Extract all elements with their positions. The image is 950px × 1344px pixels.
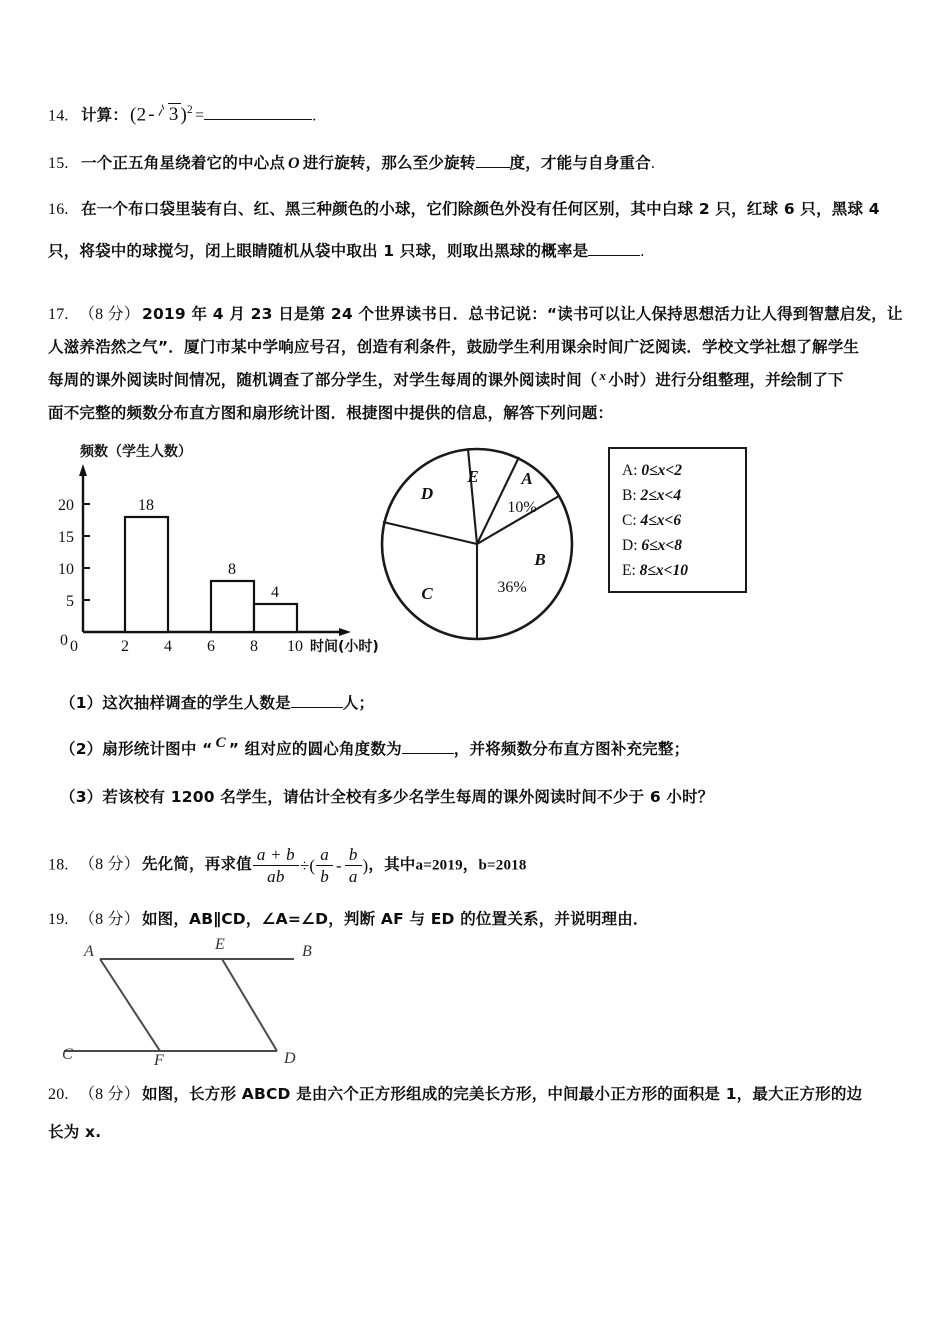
histogram-bar-8-10 [254,604,297,632]
close-paren-18: ) [362,856,369,876]
variable-x: x [599,368,607,383]
sector-chart-figure [372,444,592,659]
pie-label-d: D [420,484,434,503]
question-17-sub-3 [60,786,714,808]
histogram-bar-2-4 [125,517,168,632]
legend-range-e: 8≤x<10 [639,562,688,579]
point-o-variable: O [288,155,300,172]
question-15-text-a: 一个正五角星绕着它的中心点 [80,154,286,172]
legend-range-a: 0≤x<2 [641,462,682,479]
question-19-score: （8 分） [78,911,140,928]
x-tick-label-6: 6 [207,638,215,655]
y-tick-label-15: 15 [58,529,74,546]
question-17-sub3-text: （3）若该校有 1200 名学生，请估计全校有多少名学生每周的课外阅读时间不少于 6 小时？ [60,788,714,806]
question-17-line-4 [48,402,613,424]
question-20-number: 20. [48,1086,69,1103]
question-16-period: . [640,243,645,260]
y-tick-label-10: 10 [58,561,74,578]
question-17-line-3 [48,369,844,391]
x-tick-label-2: 2 [121,638,129,655]
fraction-2-numerator: a [316,845,333,866]
question-19-number: 19. [48,911,69,928]
condition-b-value: b=2018 [478,857,527,874]
geo-point-label-c: C [62,1046,73,1063]
question-15-period: . [650,155,656,172]
histogram-x-axis-title: 时间(小时) [310,639,379,655]
question-17-sub1-unit: 人； [342,694,375,712]
legend-row-a [622,458,735,483]
fraction-a-plus-b-over-ab [253,845,299,886]
question-14-period: . [312,107,317,125]
question-20-text-line1: 如图，长方形 ABCD 是由六个正方形组成的完美长方形，中间最小正方形的面积是 1，最大正方形的边 [141,1085,863,1103]
y-tick-label-0: 0 [60,632,68,649]
pie-percent-b: 36% [497,579,527,596]
question-17-number: 17. [48,306,69,323]
geo-point-label-f: F [154,1052,164,1069]
x-tick-label-10: 10 [287,638,303,655]
fraction-b-over-a [345,845,362,886]
group-interval-legend [608,447,747,593]
segment-ed [222,959,277,1051]
question-14 [48,104,316,129]
question-16-text-line2: 只，将袋中的球搅匀，闭上眼睛随机从袋中取出 1 只球，则取出黑球的概率是 [48,242,589,260]
question-16-text-line1: 在一个布口袋里装有白、红、黑三种颜色的小球，它们除颜色外没有任何区别，其中白球 2 只，红球 6 只，黑球 4 [80,200,880,218]
question-14-number: 14. [48,107,69,125]
fraction-1-numerator: a + b [253,845,299,866]
question-17-sub-1 [60,692,374,714]
histogram-y-axis-title: 频数（学生人数） [80,444,192,460]
legend-range-b: 2≤x<4 [640,487,682,504]
divide-open-paren: ÷( [299,856,316,876]
question-17-text-line2: 人滋养浩然之气”．厦门市某中学响应号召，创造有利条件，鼓励学生利用课余时间广泛阅读．学校文学社想了解学生 [48,338,860,356]
answer-blank-16[interactable] [588,241,640,256]
fraction-2-denominator: b [320,867,329,887]
radicand-value: 3 [168,104,179,126]
geometry-figure-19 [62,932,362,1067]
question-18-score: （8 分） [78,856,140,874]
y-axis-arrow-icon [79,464,87,476]
pie-label-a: A [521,469,533,488]
histogram-bar-6-8 [211,581,254,632]
legend-key-c: C: [622,512,637,529]
legend-range-d: 6≤x<8 [641,537,682,554]
question-17-line-1 [48,303,903,325]
answer-blank-14[interactable] [204,105,312,120]
condition-comma: ， [462,855,479,874]
expr-exponent: 2 [187,104,193,116]
question-16-number: 16. [48,201,69,218]
fraction-a-over-b [316,845,333,886]
question-15-text-c: 度，才能与自身重合 [509,154,651,172]
fraction-3-denominator: a [348,867,358,887]
histogram-bar-value-8: 8 [228,561,236,578]
question-17-sub2-text-c: ，并将频数分布直方图补充完整； [453,740,690,758]
question-20-score: （8 分） [78,1086,140,1103]
question-17-line-2 [48,336,859,358]
square-root-icon [157,103,181,125]
legend-row-e [622,558,735,583]
question-17-text-line3a: 每周的课外阅读时间情况，随机调查了部分学生，对学生每周的课外阅读时间（ [48,371,598,389]
y-tick-label-5: 5 [66,593,74,610]
expr-open-paren: (2 [130,104,147,126]
question-15-text-b: 进行旋转，那么至少旋转 [302,154,476,172]
question-15 [48,152,655,174]
legend-range-c: 4≤x<6 [640,512,682,529]
pie-label-b: B [534,550,546,569]
histogram-svg [52,442,412,657]
condition-a-value: a=2019 [415,857,463,874]
question-17-sub1-text: （1）这次抽样调查的学生人数是 [60,694,291,712]
geo-point-label-a: A [84,943,94,960]
geo-point-label-d: D [284,1050,296,1067]
question-20-text-line2: 长为 x. [48,1123,102,1141]
legend-row-d [622,533,735,558]
question-19 [48,908,649,930]
question-16-line-1 [48,198,880,220]
pie-svg [372,444,592,659]
histogram-bar-value-18: 18 [138,497,154,514]
legend-row-c [622,508,735,533]
pie-label-e: E [467,467,479,486]
question-14-expression [130,100,193,125]
frequency-histogram-figure [52,442,412,657]
equals-sign: = [194,107,205,125]
question-15-number: 15. [48,155,69,172]
question-18-text-b: ，其中 [368,855,416,874]
minus-sign-18: - [335,856,342,876]
geo-point-label-b: B [302,943,312,960]
pie-label-c: C [421,584,433,603]
fraction-1-denominator: ab [267,867,285,887]
geometry-svg [62,932,362,1067]
question-19-text: 如图，AB∥CD，∠A=∠D，判断 AF 与 ED 的位置关系，并说明理由． [141,910,649,928]
question-17-score: （8 分） [78,306,140,323]
legend-key-b: B: [622,487,637,504]
question-17-sub2-text-b: ” 组对应的圆心角度数为 [228,740,402,758]
legend-key-d: D: [622,537,638,554]
question-17-sub-2 [60,735,690,761]
question-17-sub2-text-a: （2）扇形统计图中 “ [60,740,213,758]
question-17-text-line4: 面不完整的频数分布直方图和扇形统计图．根捷图中提供的信息，解答下列问题： [48,404,614,422]
pie-percent-a: 10% [507,499,537,516]
expr-close-paren: ) [180,104,188,126]
x-tick-label-4: 4 [164,638,172,655]
answer-blank-15[interactable] [476,153,510,168]
question-16-line-2 [48,240,644,262]
question-17-text-line3b: 小时）进行分组整理，并绘制了下 [608,371,844,389]
geo-point-label-e: E [215,936,225,953]
question-18-number: 18. [48,856,69,874]
fraction-3-numerator: b [345,845,362,866]
x-axis-arrow-icon [339,628,351,636]
group-c-variable: C [215,735,226,751]
legend-key-a: A: [622,462,638,479]
answer-blank-17-2[interactable] [402,739,454,754]
question-14-stem: 计算： [80,106,129,125]
legend-key-e: E: [622,562,636,579]
question-18-text-a: 先化简，再求值 [141,855,252,874]
legend-row-b [622,483,735,508]
y-tick-label-20: 20 [58,497,74,514]
expr-minus-sign: - [148,104,155,126]
question-20-line-2 [48,1121,101,1143]
x-tick-label-0: 0 [70,638,78,655]
answer-blank-17-1[interactable] [291,693,343,708]
question-20-line-1 [48,1083,862,1105]
question-18 [48,845,527,886]
histogram-bar-value-4: 4 [271,584,279,601]
x-tick-label-8: 8 [250,638,258,655]
segment-af [100,959,160,1051]
question-17-text-line1: 2019 年 4 月 23 日是第 24 个世界读书日．总书记说：“读书可以让人保持思想活力让人得到智慧启发，让 [141,305,903,323]
